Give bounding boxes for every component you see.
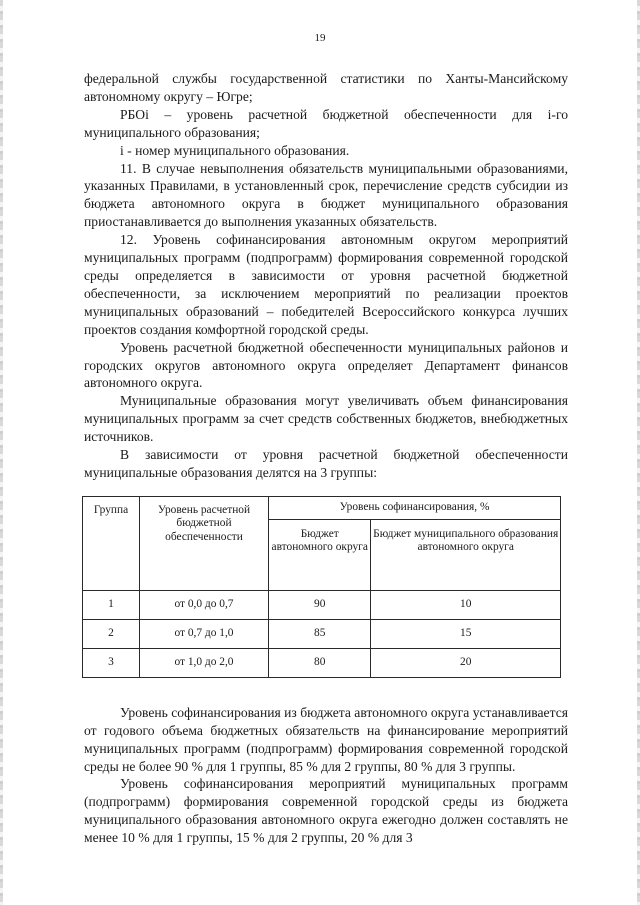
table-row bbox=[83, 648, 561, 677]
page-number: 19 bbox=[314, 32, 326, 44]
cell-group: 1 bbox=[83, 590, 140, 619]
cell-level: от 0,0 до 0,7 bbox=[140, 590, 269, 619]
document-body bbox=[84, 70, 568, 847]
paragraph: Уровень расчетной бюджетной обеспеченности муниципальных районов и городских округов автономного округа определяет Департамент финансов автономного округа. bbox=[84, 339, 568, 391]
paragraph: РБОi – уровень расчетной бюджетной обеспеченности для i-го муниципального образования; bbox=[84, 106, 568, 140]
cell-level: от 0,7 до 1,0 bbox=[140, 619, 269, 648]
paragraph: Уровень софинансирования мероприятий муниципальных программ (подпрограмм) формирования современной городской среды из бюджета муниципального образования автономного округа ежегодно должен составлять не менее 10 % для 1 группы, 15 % для 2 группы, 20 % для 3 bbox=[84, 776, 568, 846]
table-header-level: Уровень расчетной бюджетной обеспеченности bbox=[140, 496, 269, 590]
paragraph: В зависимости от уровня расчетной бюджетной обеспеченности муниципальные образования делятся на 3 группы: bbox=[84, 447, 568, 480]
paragraph: Уровень софинансирования из бюджета автономного округа устанавливается от годового объема бюджетных обязательств на финансирование мероприятий муниципальных программ (подпрограмм) формирования современной городской среды не более 90 % для 1 группы, 85 % для 2 группы, 80 % для 3 группы. bbox=[84, 704, 568, 774]
scan-edge-left bbox=[0, 0, 3, 905]
cell-municipal: 15 bbox=[371, 619, 561, 648]
table-header-municipal-budget: Бюджет муниципального образования автономного округа bbox=[371, 519, 561, 590]
cell-okrug: 90 bbox=[269, 590, 371, 619]
paragraph: Муниципальные образования могут увеличивать объем финансирования муниципальных программ за счет средств собственных бюджетов, внебюджетных источников. bbox=[84, 393, 568, 445]
table-header-group: Группа bbox=[83, 496, 140, 590]
cell-municipal: 20 bbox=[371, 648, 561, 677]
cofinancing-table bbox=[82, 496, 561, 678]
paragraph: i - номер муниципального образования. bbox=[120, 142, 350, 158]
cell-group: 3 bbox=[83, 648, 140, 677]
paragraph: 11. В случае невыполнения обязательств муниципальными образованиями, указанных Правилами, в установленный срок, перечисление средств субсидии из бюджета автономного округа в бюджет муниципального образования приостанавливается до выполнения указанных обязательств. bbox=[84, 160, 568, 230]
cell-municipal: 10 bbox=[371, 590, 561, 619]
paragraph: федеральной службы государственной статистики по Ханты-Мансийскому автономному округу – Югре; bbox=[84, 71, 568, 104]
paragraph: 12. Уровень софинансирования автономным округом мероприятий муниципальных программ (подпрограмм) формирования современной городской среды определяется в зависимости от уровня расчетной бюджетной обеспеченности, за исключением мероприятий по реализации проектов муниципальных образований – победителей Всероссийского конкурса лучших проектов создания комфортной городской среды. bbox=[84, 232, 568, 337]
table-header-cofinancing: Уровень софинансирования, % bbox=[269, 496, 561, 519]
table-row bbox=[83, 619, 561, 648]
cell-okrug: 85 bbox=[269, 619, 371, 648]
table-row bbox=[83, 590, 561, 619]
table-header-okrug-budget: Бюджет автономного округа bbox=[269, 519, 371, 590]
cell-group: 2 bbox=[83, 619, 140, 648]
cell-okrug: 80 bbox=[269, 648, 371, 677]
cell-level: от 1,0 до 2,0 bbox=[140, 648, 269, 677]
